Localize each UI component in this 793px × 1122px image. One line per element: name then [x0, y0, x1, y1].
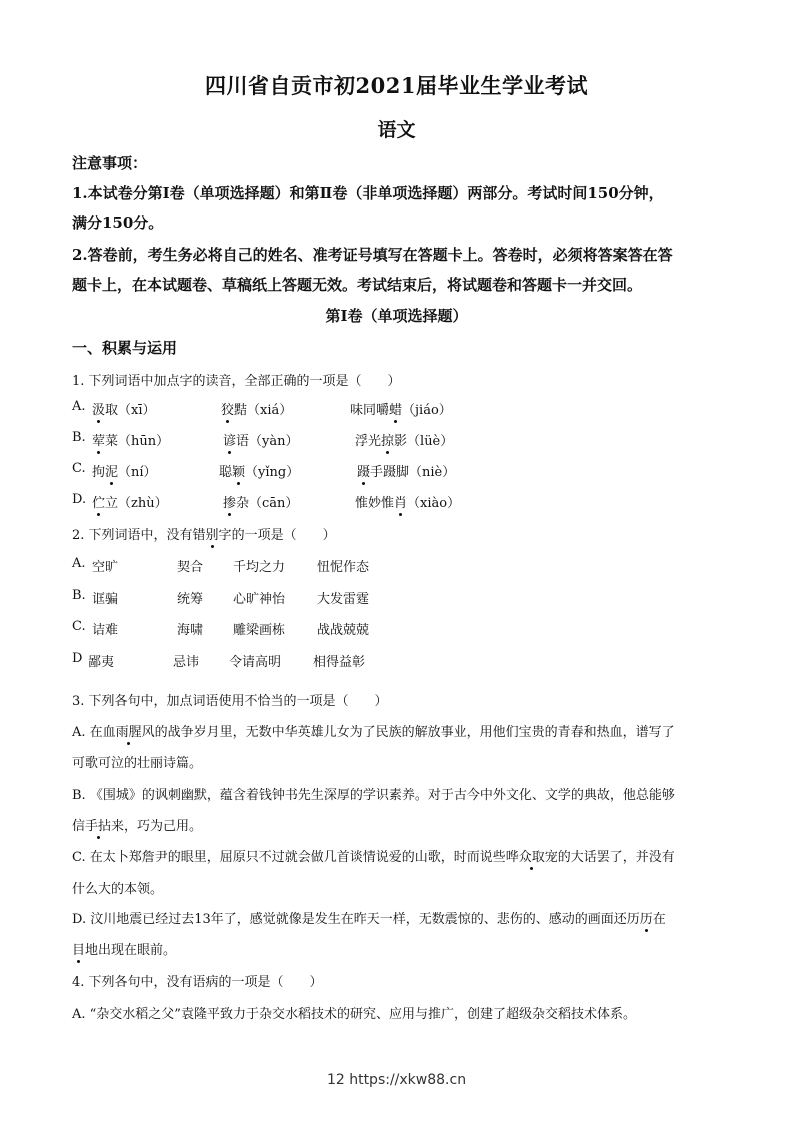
q4-stem: 4. 下列各句中，没有语病的一项是（ ） [72, 975, 323, 990]
q2-stem: 2. 下列词语中，没有错别字的一项是（ ） [72, 524, 336, 543]
word: 惟妙惟肖（xiào） [355, 492, 460, 511]
option-label: D [72, 651, 83, 666]
option-label: A. [72, 556, 86, 571]
q4-option-a: A. “杂交水稻之父”袁隆平致力于杂交水稻技术的研究、应用与推广，创建了超级杂交稻技术体系。 [72, 1007, 636, 1022]
q3-option-b-line2: 信手拈来，巧为己用。 [72, 815, 202, 834]
word: 拘泥（ní） [92, 461, 157, 480]
word: 大发雷霆 [317, 592, 370, 607]
q3-stem: 3. 下列各句中，加点词语使用不恰当的一项是（ ） [72, 694, 388, 709]
word: 味同嚼蜡（jiáo） [350, 399, 452, 418]
part-title: 第Ⅰ卷（单项选择题） [325, 307, 468, 325]
q3-option-a-line2: 可歌可泣的壮丽诗篇。 [72, 756, 203, 771]
subject-title: 语文 [377, 119, 416, 141]
word: 聪颖（yǐng） [219, 461, 299, 480]
section-heading: 一、积累与运用 [72, 339, 178, 357]
word: 统筹 [177, 592, 204, 607]
option-label: C. [72, 619, 86, 634]
option-label: B. [72, 588, 86, 603]
word: 鄙夷 [88, 655, 115, 670]
option-label: A. [72, 399, 86, 414]
word: 契合 [177, 560, 204, 575]
word: 诓骗 [92, 592, 119, 607]
word: 诘难 [92, 623, 119, 638]
word: 相得益彰 [313, 655, 366, 670]
option-label: D. [72, 492, 87, 507]
word: 蹑手蹑脚（niè） [357, 461, 455, 480]
word: 荤菜（hūn） [92, 430, 169, 449]
q3-option-a-line1: A. 在血雨腥风的战争岁月里，无数中华英雄儿女为了民族的解放事业，用他们宝贵的青春和热血，谱写了 [72, 721, 675, 740]
word: 空旷 [92, 560, 119, 575]
notice-item1-line2: 满分150分。 [72, 214, 164, 232]
option-label: B. [72, 430, 86, 445]
notice-item1-line1: 1.本试卷分第Ⅰ卷（单项选择题）和第Ⅱ卷（非单项选择题）两部分。考试时间150分钟， [72, 184, 664, 202]
word: 伫立（zhù） [92, 492, 168, 511]
word: 令请高明 [229, 655, 282, 670]
q3-option-d-line1: D. 汶川地震已经过去13年了，感觉就像是发生在昨天一样，无数震惊的、悲伤的、感动的画面还历历在 [72, 908, 666, 927]
notice-item2-line2: 题卡上，在本试题卷、草稿纸上答题无效。考试结束后，将试题卷和答题卡一并交回。 [72, 276, 643, 294]
word: 狡黠（xiá） [221, 399, 292, 418]
page-footer: 12 https://xkw88.cn [326, 1072, 467, 1088]
word: 千均之力 [233, 560, 286, 575]
q3-option-b-line1: B. 《围城》的讽刺幽默，蕴含着钱钟书先生深厚的学识素养。对于古今中外文化、文学的典故，他总能够 [72, 788, 675, 803]
notice-item2-line1: 2.答卷前，考生务必将自己的姓名、准考证号填写在答题卡上。答卷时，必须将答案答在答 [72, 246, 673, 264]
notice-heading: 注意事项： [72, 154, 148, 172]
word: 汲取（xī） [92, 399, 156, 418]
q3-option-d-line2: 目地出现在眼前。 [72, 939, 176, 958]
word: 掺杂（cān） [223, 492, 298, 511]
word: 战战兢兢 [317, 623, 370, 638]
exam-title: 四川省自贡市初2021届毕业生学业考试 [205, 73, 588, 98]
word: 忌讳 [173, 655, 200, 670]
word: 雕梁画栋 [233, 623, 286, 638]
q1-stem: 1. 下列词语中加点字的读音，全部正确的一项是（ ） [72, 374, 401, 389]
option-label: C. [72, 461, 86, 476]
word: 浮光掠影（lüè） [355, 430, 453, 449]
q3-option-c-line1: C. 在太卜郑詹尹的眼里，屈原只不过就会做几首谈情说爱的山歌，时而说些哗众取宠的大话罢了，并没有 [72, 846, 675, 865]
word: 海啸 [177, 623, 204, 638]
q3-option-c-line2: 什么大的本领。 [72, 882, 164, 897]
word: 谚语（yàn） [223, 430, 298, 449]
word: 忸怩作态 [317, 560, 370, 575]
word: 心旷神怡 [233, 592, 286, 607]
